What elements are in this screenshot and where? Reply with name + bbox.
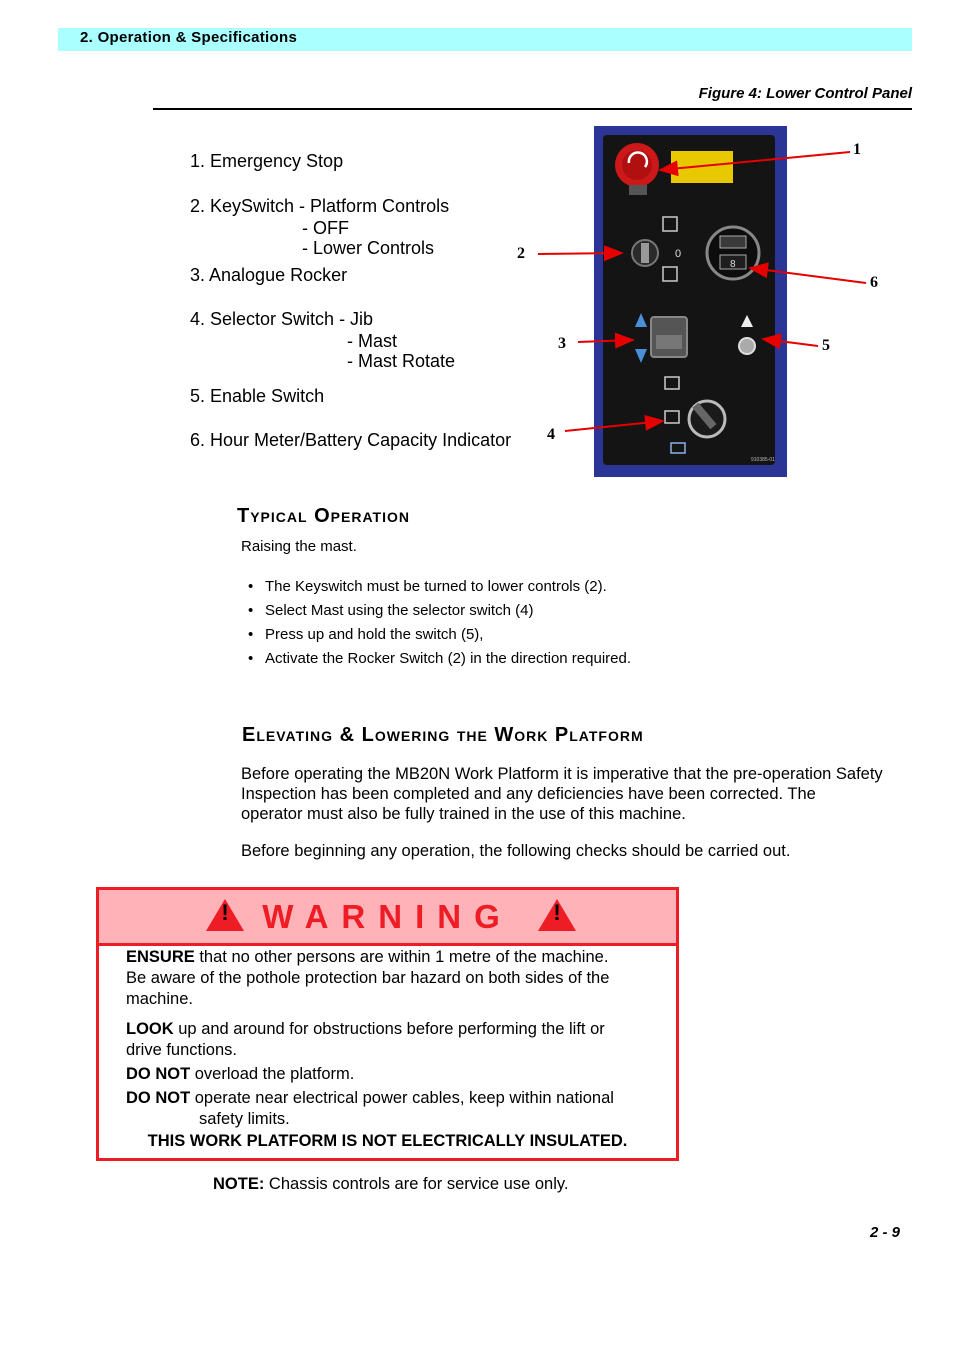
legend-item-4: 4. Selector Switch - Jib <box>190 309 374 329</box>
legend-item-2-off: - OFF <box>302 218 349 238</box>
ensure-text: Be aware of the pothole protection bar hazard on both sides of the <box>126 969 610 987</box>
figure-caption: Figure 4: Lower Control Panel <box>698 85 912 102</box>
warning-look <box>126 1019 666 1061</box>
note-text: Chassis controls are for service use only. <box>264 1175 569 1193</box>
legend-item-2-lower: - Lower Controls <box>302 238 435 258</box>
callout-1: 1 <box>853 141 861 158</box>
list-item: • Select Mast using the selector switch (4) <box>248 599 631 623</box>
key-position-label: 0 <box>675 248 682 260</box>
typical-operation-list <box>248 575 631 671</box>
callout-arrow-1 <box>660 152 850 170</box>
legend-item-3: 3. Analogue Rocker <box>190 265 348 285</box>
list-item: • The Keyswitch must be turned to lower controls (2). <box>248 575 631 599</box>
callout-arrow-4 <box>565 421 663 431</box>
do-not-label: DO NOT <box>126 1065 191 1083</box>
do-not-text: operate near electrical power cables, keep within national <box>190 1089 614 1107</box>
ensure-text: that no other persons are within 1 metre of the machine. <box>194 948 609 966</box>
warning-exclamation-left: ! <box>221 900 229 925</box>
callout-arrow-6 <box>750 268 866 283</box>
legend-item-5: 5. Enable Switch <box>190 386 325 406</box>
callout-5: 5 <box>822 337 830 354</box>
warning-do-not-overload <box>126 1064 666 1085</box>
meter-digit: 8 <box>730 259 736 270</box>
do-not-text: safety limits. <box>199 1110 290 1128</box>
page-number: 2 - 9 <box>870 1224 901 1241</box>
note-label: NOTE: <box>213 1175 265 1193</box>
warning-exclamation-right: ! <box>553 900 561 925</box>
warning-title: WARNING <box>262 898 513 935</box>
paragraph-line: operator must also be fully trained in the use of this machine. <box>241 805 686 823</box>
part-number: 910385-011 <box>751 457 775 463</box>
legend-item-4-rotate: - Mast Rotate <box>347 351 456 371</box>
callout-arrows <box>0 0 954 500</box>
typical-operation-heading: Typical Operation <box>237 505 410 527</box>
elevating-paragraph-1 <box>241 764 883 824</box>
look-text: up and around for obstructions before performing the lift or <box>173 1020 605 1038</box>
callout-2: 2 <box>517 245 525 262</box>
legend-item-1: 1. Emergency Stop <box>190 151 344 171</box>
callout-arrow-5 <box>763 339 818 346</box>
legend-item-6: 6. Hour Meter/Battery Capacity Indicator <box>190 430 512 450</box>
legend-item-4-mast: - Mast <box>347 331 398 351</box>
legend-item-2: 2. KeySwitch - Platform Controls <box>190 196 450 216</box>
warning-do-not-cables <box>126 1088 666 1130</box>
paragraph-line: Before operating the MB20N Work Platform it is imperative that the pre-operation Safety <box>241 765 883 783</box>
ensure-label: ENSURE <box>126 948 195 966</box>
list-item: • Press up and hold the switch (5), <box>248 623 631 647</box>
paragraph-line: Inspection has been completed and any deficiencies have been corrected. The <box>241 785 816 803</box>
list-item: • Activate the Rocker Switch (2) in the direction required. <box>248 647 631 671</box>
do-not-label: DO NOT <box>126 1089 191 1107</box>
look-text: drive functions. <box>126 1041 237 1059</box>
callout-6: 6 <box>870 274 878 291</box>
callout-arrow-2 <box>538 253 622 254</box>
warning-ensure <box>126 947 666 1010</box>
callout-4: 4 <box>547 426 555 443</box>
note <box>213 1174 569 1194</box>
elevating-paragraph-2: Before beginning any operation, the following checks should be carried out. <box>241 842 791 860</box>
callout-3: 3 <box>558 335 566 352</box>
elevating-heading: Elevating & Lowering the Work Platform <box>242 724 644 746</box>
section-header: 2. Operation & Specifications <box>80 29 298 46</box>
do-not-text: overload the platform. <box>190 1065 355 1083</box>
look-label: LOOK <box>126 1020 174 1038</box>
warning-insulation: THIS WORK PLATFORM IS NOT ELECTRICALLY INSULATED. <box>147 1132 628 1150</box>
ensure-text: machine. <box>126 990 193 1008</box>
typical-operation-intro: Raising the mast. <box>241 538 357 555</box>
callout-arrow-3 <box>578 340 633 342</box>
warning-box <box>96 887 679 1161</box>
warning-header <box>99 890 676 946</box>
